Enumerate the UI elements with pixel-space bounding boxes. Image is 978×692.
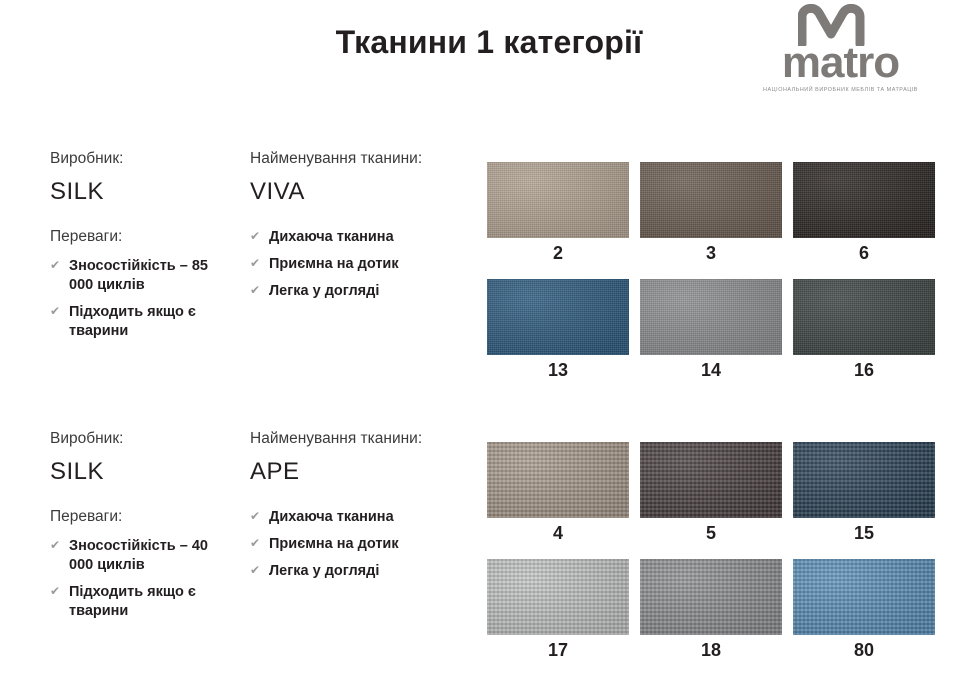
check-icon: ✔ bbox=[250, 563, 261, 578]
swatch-code: 13 bbox=[547, 360, 569, 380]
swatch-item[interactable] bbox=[640, 162, 782, 273]
fabric-benefits-list bbox=[250, 508, 475, 581]
fabric-column bbox=[250, 150, 475, 309]
swatch-color[interactable] bbox=[487, 559, 629, 635]
swatch-item[interactable] bbox=[487, 442, 629, 553]
swatch-code: 18 bbox=[700, 640, 722, 660]
swatch-code: 6 bbox=[858, 243, 869, 263]
maker-label: Виробник: bbox=[50, 150, 124, 167]
check-icon: ✔ bbox=[250, 509, 261, 523]
list-item bbox=[50, 303, 230, 341]
swatch-code: 15 bbox=[853, 523, 875, 543]
benefits-label: Переваги: bbox=[50, 508, 123, 525]
swatch-color[interactable] bbox=[640, 559, 782, 635]
list-item bbox=[250, 228, 475, 247]
swatch-item[interactable] bbox=[793, 559, 935, 670]
swatch-item[interactable] bbox=[793, 442, 935, 553]
swatch-code: 17 bbox=[547, 640, 569, 660]
maker-value: SILK bbox=[50, 178, 105, 205]
maker-label: Виробник: bbox=[50, 430, 124, 447]
fabric-name-label: Найменування тканини: bbox=[250, 150, 423, 167]
swatch-shading bbox=[793, 559, 935, 635]
swatch-shading bbox=[640, 559, 782, 635]
swatch-code: 80 bbox=[853, 640, 875, 660]
list-item bbox=[250, 508, 475, 527]
swatch-shading bbox=[793, 162, 935, 238]
swatch-gallery bbox=[487, 442, 935, 670]
check-icon: ✔ bbox=[250, 536, 261, 551]
swatch-shading bbox=[793, 442, 935, 518]
swatch-code: 5 bbox=[705, 523, 716, 543]
brand-logo bbox=[733, 4, 948, 93]
maker-benefits-list bbox=[50, 257, 230, 342]
list-item bbox=[250, 282, 475, 301]
maker-value: SILK bbox=[50, 458, 105, 485]
swatch-color[interactable] bbox=[487, 279, 629, 355]
list-item-label: Легка у догляді bbox=[269, 563, 380, 580]
benefits-label: Переваги: bbox=[50, 228, 123, 245]
logo-tagline: НАЦІОНАЛЬНИЙ ВИРОБНИК МЕБЛІВ ТА МАТРАЦІВ bbox=[763, 86, 918, 93]
check-icon: ✔ bbox=[250, 229, 261, 243]
swatch-shading bbox=[640, 442, 782, 518]
swatch-shading bbox=[793, 279, 935, 355]
maker-column bbox=[50, 150, 230, 350]
list-item-label: Зносостійкість – 40 000 циклів bbox=[69, 538, 208, 574]
page-header bbox=[0, 0, 978, 112]
list-item-label: Підходить якщо є тварини bbox=[69, 304, 196, 340]
swatch-shading bbox=[487, 559, 629, 635]
swatch-item[interactable] bbox=[793, 279, 935, 390]
list-item bbox=[50, 583, 230, 621]
maker-column bbox=[50, 430, 230, 630]
swatch-color[interactable] bbox=[487, 162, 629, 238]
swatch-code: 14 bbox=[700, 360, 722, 380]
check-icon: ✔ bbox=[50, 258, 61, 272]
swatch-item[interactable] bbox=[640, 559, 782, 670]
swatch-shading bbox=[487, 162, 629, 238]
swatch-color[interactable] bbox=[640, 162, 782, 238]
swatch-code: 3 bbox=[705, 243, 716, 263]
swatch-item[interactable] bbox=[487, 279, 629, 390]
logo-wordmark: matro bbox=[781, 38, 900, 87]
list-item bbox=[250, 562, 475, 581]
swatch-shading bbox=[640, 279, 782, 355]
list-item bbox=[250, 255, 475, 274]
swatch-code: 2 bbox=[552, 243, 563, 263]
swatch-grid bbox=[487, 442, 935, 670]
swatch-grid bbox=[487, 162, 935, 390]
check-icon: ✔ bbox=[50, 304, 61, 319]
fabric-name-value: APE bbox=[250, 458, 300, 485]
swatch-item[interactable] bbox=[640, 442, 782, 553]
swatch-item[interactable] bbox=[487, 162, 629, 273]
swatch-code: 4 bbox=[552, 523, 563, 543]
swatch-color[interactable] bbox=[793, 442, 935, 518]
check-icon: ✔ bbox=[250, 256, 261, 271]
swatch-shading bbox=[640, 162, 782, 238]
list-item-label: Зносостійкість – 85 000 циклів bbox=[69, 258, 208, 294]
list-item bbox=[50, 257, 230, 295]
swatch-item[interactable] bbox=[640, 279, 782, 390]
fabric-name-value: VIVA bbox=[250, 178, 305, 205]
fabric-name-label: Найменування тканини: bbox=[250, 430, 423, 447]
list-item-label: Приємна на дотик bbox=[269, 536, 399, 553]
swatch-color[interactable] bbox=[487, 442, 629, 518]
check-icon: ✔ bbox=[50, 538, 61, 552]
fabric-column bbox=[250, 430, 475, 589]
swatch-item[interactable] bbox=[793, 162, 935, 273]
page-title: Тканини 1 категорії bbox=[335, 24, 643, 60]
list-item bbox=[250, 535, 475, 554]
maker-benefits-list bbox=[50, 537, 230, 622]
swatch-color[interactable] bbox=[640, 442, 782, 518]
list-item-label: Підходить якщо є тварини bbox=[69, 584, 196, 620]
swatch-shading bbox=[487, 442, 629, 518]
swatch-color[interactable] bbox=[793, 559, 935, 635]
swatch-item[interactable] bbox=[487, 559, 629, 670]
list-item-label: Приємна на дотик bbox=[269, 256, 399, 273]
swatch-color[interactable] bbox=[793, 162, 935, 238]
check-icon: ✔ bbox=[250, 283, 261, 298]
check-icon: ✔ bbox=[50, 584, 61, 599]
swatch-gallery bbox=[487, 162, 935, 390]
list-item-label: Дихаюча тканина bbox=[269, 509, 394, 525]
list-item-label: Дихаюча тканина bbox=[269, 229, 394, 245]
list-item-label: Легка у догляді bbox=[269, 283, 380, 300]
swatch-color[interactable] bbox=[793, 279, 935, 355]
fabric-benefits-list bbox=[250, 228, 475, 301]
swatch-color[interactable] bbox=[640, 279, 782, 355]
swatch-shading bbox=[487, 279, 629, 355]
list-item bbox=[50, 537, 230, 575]
swatch-code: 16 bbox=[853, 360, 875, 380]
